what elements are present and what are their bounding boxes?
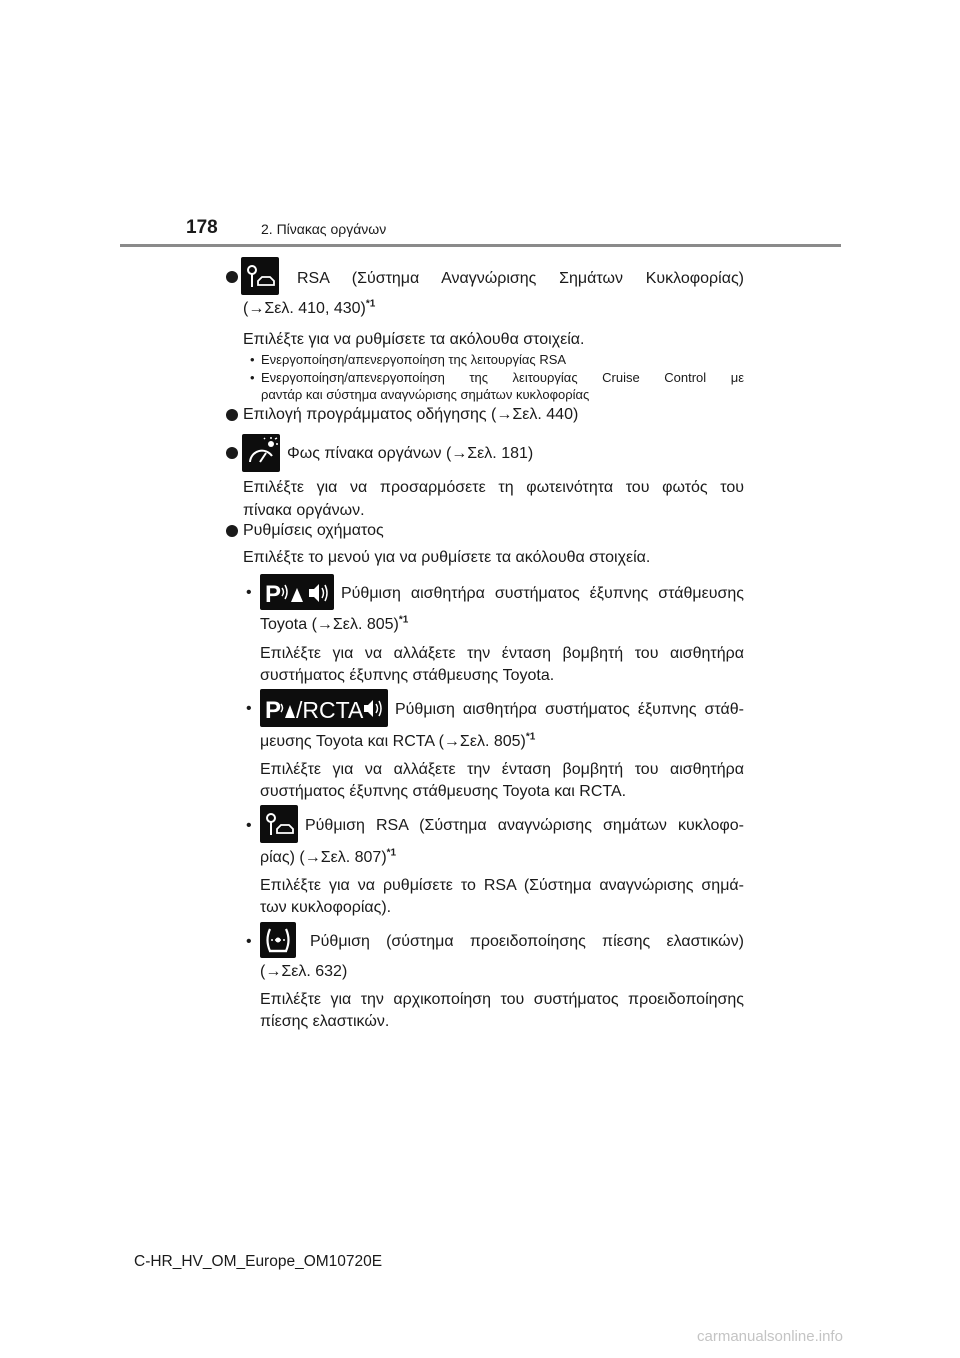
rsa-setting-desc-1: Επιλέξτε για να ρυθμίσετε το RSA (Σύστημα αναγνώρισης σημά- <box>260 877 744 894</box>
rsa-setting-footnote-mark: *1 <box>386 847 397 859</box>
vehicle-settings-title: Ρυθμίσεις οχήματος <box>243 522 384 539</box>
rsa-subitem-2-cont: ραντάρ και σύστημα αναγνώρισης σημάτων κυκλοφορίας <box>261 387 590 402</box>
parking-sensor-desc-2: συστήματος έξυπνης στάθμευσης Toyota. <box>260 667 555 684</box>
rsa-setting-desc-2: των κυκλοφορίας). <box>260 899 392 916</box>
bullet-drive-mode <box>226 409 238 421</box>
rcta-footnote-mark: *1 <box>525 731 536 743</box>
rsa-description: Επιλέξτε για να ρυθμίσετε τα ακόλουθα στοιχεία. <box>243 331 585 348</box>
bullet-meter-light <box>226 447 238 459</box>
svg-text:/RCTA: /RCTA <box>296 697 364 723</box>
tire-pressure-icon <box>260 922 296 958</box>
rsa-setting-title-cont <box>260 848 396 868</box>
vehicle-settings-desc: Επιλέξτε το μενού για να ρυθμίσετε τα ακόλουθα στοιχεία. <box>243 549 651 566</box>
rsa-ref-text: (→Σελ. 410, 430) <box>243 300 366 317</box>
tpws-desc-1: Επιλέξτε για την αρχικοποίηση του συστήματος προειδοποίησης <box>260 991 744 1008</box>
traffic-sign-car-icon <box>260 805 298 843</box>
list-bullet: • <box>246 584 252 601</box>
bullet-rsa <box>226 271 238 283</box>
rsa-reference <box>243 299 375 319</box>
bullet-vehicle-settings <box>226 525 238 537</box>
meter-light-desc-2: πίνακα οργάνων. <box>243 502 365 519</box>
tpws-ref: (→Σελ. 632) <box>260 963 348 980</box>
rsa-setting-title: Ρύθμιση RSA (Σύστημα αναγνώρισης σημάτων κυκλοφο- <box>305 817 744 834</box>
header-divider <box>120 244 841 247</box>
page-number: 178 <box>186 217 218 238</box>
parking-sensor-ref: Toyota (→Σελ. 805) <box>260 616 399 633</box>
rcta-ref: μευσης Toyota και RCTA (→Σελ. 805) <box>260 733 526 750</box>
parking-sensor-desc-1: Επιλέξτε για να αλλάξετε την ένταση βομβητή του αισθητήρα <box>260 645 744 662</box>
rsa-title: RSA (Σύστημα Αναγνώρισης Σημάτων Κυκλοφορίας) <box>297 270 744 287</box>
rcta-desc-1: Επιλέξτε για να αλλάξετε την ένταση βομβητή του αισθητήρα <box>260 761 744 778</box>
watermark: carmanualsonline.info <box>697 1328 843 1345</box>
rsa-setting-ref: ρίας) (→Σελ. 807) <box>260 849 387 866</box>
list-bullet: • <box>246 817 252 834</box>
svg-text:P: P <box>265 697 282 724</box>
tpws-title: Ρύθμιση (σύστημα προειδοποίησης πίεσης ελαστικών) <box>310 933 744 950</box>
parking-rcta-volume-icon <box>260 689 388 727</box>
meter-light-desc-1: Επιλέξτε για να προσαρμόσετε τη φωτεινότητα του φωτός του <box>243 479 744 496</box>
traffic-sign-car-icon <box>241 257 279 295</box>
section-title: 2. Πίνακας οργάνων <box>261 221 387 237</box>
list-bullet: • <box>246 700 252 717</box>
rcta-desc-2: συστήματος έξυπνης στάθμευσης Toyota και RCTA. <box>260 783 627 800</box>
parking-sensor-title-cont <box>260 615 408 635</box>
rsa-subitem-1: Ενεργοποίηση/απενεργοποίηση της λειτουργίας RSA <box>261 352 567 367</box>
rsa-subitem-2: Ενεργοποίηση/απενεργοποίηση της λειτουργίας Cruise Control με <box>261 370 744 385</box>
parking-sensor-title: Ρύθμιση αισθητήρα συστήματος έξυπνης στάθμευσης <box>341 585 744 602</box>
parking-sensor-footnote-mark: *1 <box>398 614 409 626</box>
parking-sensor-volume-icon <box>260 574 334 610</box>
rsa-footnote-mark: *1 <box>365 298 376 310</box>
rcta-title-cont <box>260 732 535 752</box>
drive-mode-title: Επιλογή προγράμματος οδήγησης (→Σελ. 440) <box>243 406 579 423</box>
rsa-subitem-bullet: • <box>250 370 255 385</box>
svg-text:P: P <box>265 581 282 608</box>
tpws-desc-2: πίεσης ελαστικών. <box>260 1013 390 1030</box>
document-code: C-HR_HV_OM_Europe_OM10720E <box>134 1253 383 1270</box>
rcta-title: Ρύθμιση αισθητήρα συστήματος έξυπνης στάθ- <box>395 701 744 718</box>
list-bullet: • <box>246 933 252 950</box>
meter-light-title: Φως πίνακα οργάνων (→Σελ. 181) <box>287 445 534 462</box>
rsa-subitem-bullet: • <box>250 352 255 367</box>
dashboard-brightness-icon <box>242 434 280 472</box>
